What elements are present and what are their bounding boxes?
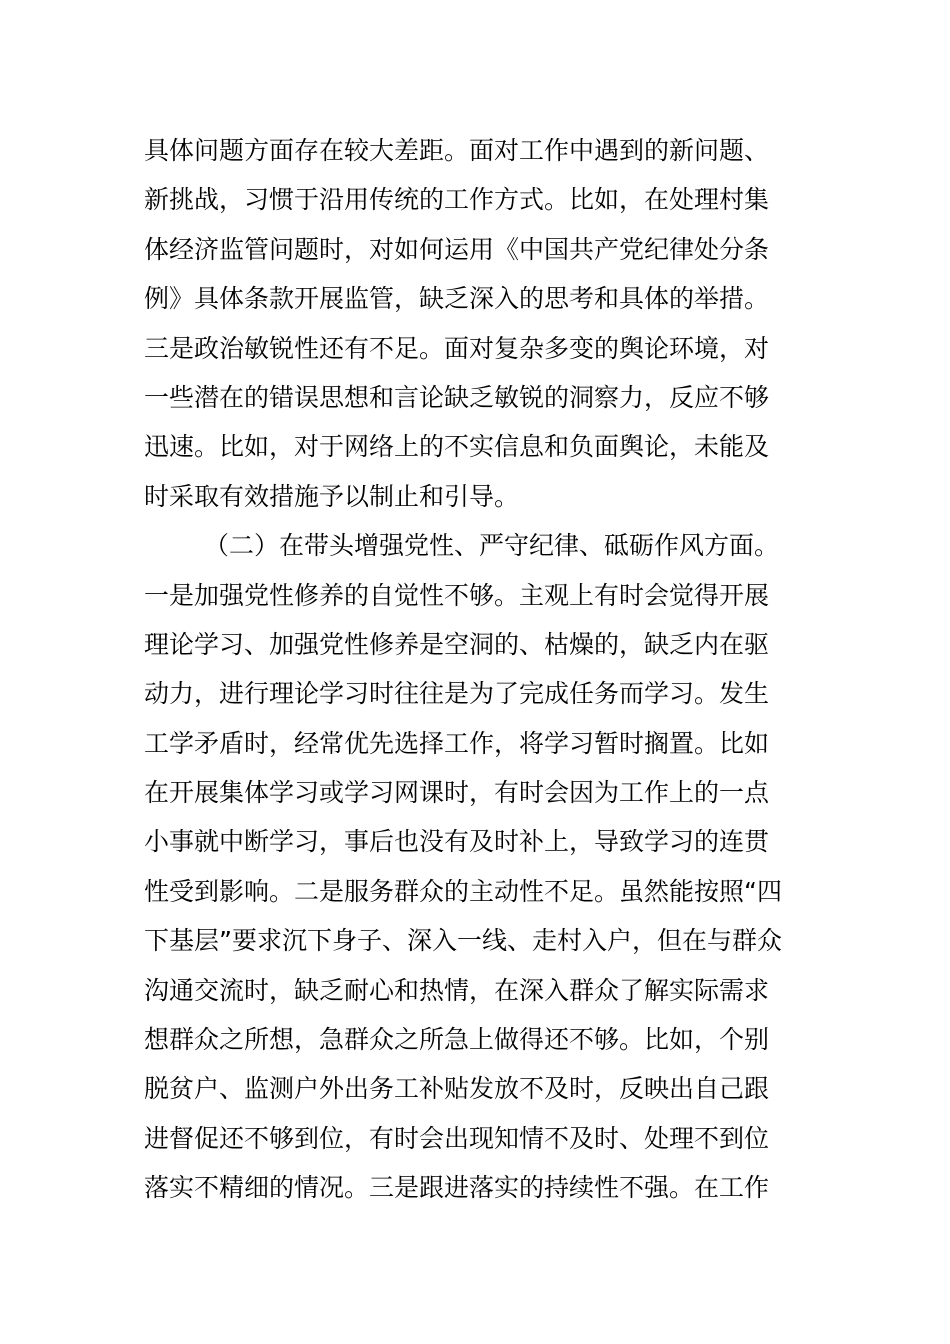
text-line: 性受到影响。二是服务群众的主动性不足。虽然能按照“四 [144, 876, 782, 906]
text-line: 体经济监管问题时，对如何运用《中国共产党纪律处分条 [144, 234, 770, 264]
text-line: 进督促还不够到位，有时会出现知情不及时、处理不到位 [144, 1123, 770, 1153]
text-line: 动力，进行理论学习时往往是为了完成任务而学习。发生 [144, 679, 770, 709]
text-line: 想群众之所想，急群众之所急上做得还不够。比如，个别 [144, 1025, 770, 1055]
text-line: 理论学习、加强党性修养是空洞的、枯燥的，缺乏内在驱 [144, 629, 770, 659]
text-line: 落实不精细的情况。三是跟进落实的持续性不强。在工作 [144, 1173, 770, 1203]
text-line: 在开展集体学习或学习网课时，有时会因为工作上的一点 [144, 778, 770, 808]
text-line: 工学矛盾时，经常优先选择工作，将学习暂时搁置。比如 [144, 728, 770, 758]
text-line: 迅速。比如，对于网络上的不实信息和负面舆论，未能及 [144, 432, 770, 462]
text-line: 小事就中断学习，事后也没有及时补上，导致学习的连贯 [144, 827, 770, 857]
text-line: 时采取有效措施予以制止和引导。 [144, 481, 520, 511]
body-text [144, 126, 814, 1213]
section-heading: （二）在带头增强党性、严守纪律、砥砺作风方面。 [204, 531, 780, 561]
text-line: 具体问题方面存在较大差距。面对工作中遇到的新问题、 [144, 136, 770, 165]
text-line: 沟通交流时，缺乏耐心和热情，在深入群众了解实际需求 [144, 975, 770, 1005]
text-line: 脱贫户、监测户外出务工补贴发放不及时，反映出自己跟 [144, 1074, 770, 1104]
text-line: 三是政治敏锐性还有不足。面对复杂多变的舆论环境，对 [144, 333, 770, 363]
text-line: 例》具体条款开展监管，缺乏深入的思考和具体的举措。 [144, 284, 770, 314]
text-line: 新挑战，习惯于沿用传统的工作方式。比如，在处理村集 [144, 185, 770, 215]
text-line: 下基层”要求沉下身子、深入一线、走村入户，但在与群众 [144, 926, 782, 956]
text-line: 一些潜在的错误思想和言论缺乏敏锐的洞察力，反应不够 [144, 382, 770, 412]
text-line: 一是加强党性修养的自觉性不够。主观上有时会觉得开展 [144, 580, 770, 610]
